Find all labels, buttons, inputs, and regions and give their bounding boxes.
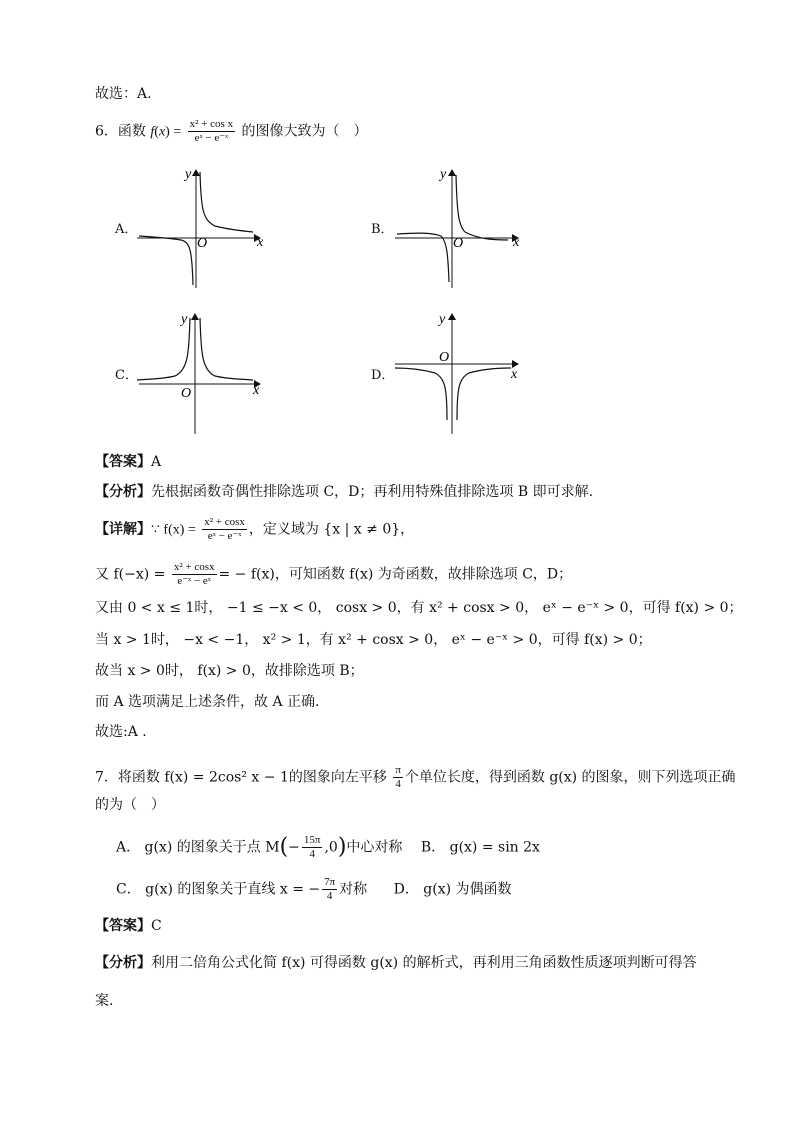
x-axis-label: x <box>257 235 264 250</box>
answer7 <box>95 916 162 936</box>
q6-graph-a <box>135 160 275 290</box>
q7-options-ab: A． g(x) 的图象关于点 M(− $\frac{15\pi}{4}$ ,0)中心对称 B． g(x) = sin 2x <box>116 834 540 860</box>
q7-option-d: D． g(x) 为偶函数 <box>393 881 512 898</box>
analysis7-line1 <box>95 953 697 973</box>
detail6-fraction1: $\frac{\text{x² + cosx}}{\text{eˣ − e⁻ˣ}}$ <box>204 516 245 542</box>
q6-option-b-label: B． <box>371 222 394 237</box>
q6-graph-b <box>393 160 533 290</box>
detail6-tag: 【详解】 <box>95 521 151 538</box>
curve-right <box>200 172 253 232</box>
q7-shift-fraction: $\frac{\pi}{4}$ <box>395 764 401 790</box>
q7-option-a: A． g(x) 的图象关于点 M <box>116 839 280 856</box>
q7-options-cd: C． g(x) 的图象关于直线 x = − $\frac{7\pi}{4}$ 对称 D． g(x) 为偶函数 <box>116 876 512 902</box>
x-axis-label: x <box>511 367 518 382</box>
curve-left <box>137 318 190 380</box>
curve-right <box>456 175 508 240</box>
y-axis-label: y <box>439 312 446 327</box>
curve-left <box>397 233 449 282</box>
analysis6-tag: 【分析】 <box>95 484 151 500</box>
analysis7-line2: 案. <box>95 993 114 1009</box>
origin-label: O <box>181 386 192 401</box>
origin-label: O <box>197 236 208 251</box>
curve-right <box>200 318 253 380</box>
q7-option-a-fraction: $\frac{15\pi}{4}$ <box>303 834 321 860</box>
x-axis-label: x <box>253 383 260 398</box>
q6-number: 6． <box>95 123 118 140</box>
origin-label: O <box>439 350 450 365</box>
q7-option-b: B． g(x) = sin 2x <box>420 839 540 856</box>
q6-stem-prefix: 函数 <box>117 123 146 140</box>
q7-stem-line2: 的为（ ） <box>95 797 165 813</box>
origin-label: O <box>453 236 464 251</box>
q6-option-c-label: C． <box>115 368 138 383</box>
x-axis-label: x <box>513 235 520 250</box>
q6-option-d-label: D． <box>371 368 395 383</box>
q7-stem-line1: 7．将函数 f(x) = 2cos² x − 1的图象向左平移 $\frac{\pi}{4}$ 个单位长度，得到函数 g(x) 的图象，则下列选项正确 <box>95 764 736 790</box>
answer6-value: A <box>151 454 162 470</box>
q6-function-fraction <box>188 118 235 145</box>
q6-stem: 6．函数 f(x) = $\frac{\text{x² + cos x}}{\text{eˣ − e⁻ˣ}}$ 的图像大致为（ ） <box>95 118 368 144</box>
answer7-tag: 【答案】 <box>95 918 151 934</box>
q6-func-denominator: eˣ − e⁻ˣ <box>194 132 229 144</box>
q6-stem-suffix: 的图像大致为（ ） <box>241 123 368 140</box>
detail6-line2: 又 f(−x) = $\frac{\text{x² + cosx}}{\text{e⁻ˣ − eˣ}}$ = − f(x)，可知函数 f(x) 为奇函数，故排除选项 C，D； <box>95 561 573 587</box>
q6-graph-c <box>135 308 275 438</box>
detail6-line3: 又由 0 < x ≤ 1时， −1 ≤ −x < 0， cosx > 0，有 x² + cosx > 0， eˣ − e⁻ˣ > 0，可得 f(x) > 0； <box>95 600 743 616</box>
curve-left <box>139 236 193 285</box>
detail6-line7: 故选:A . <box>95 724 147 740</box>
analysis7-text: 利用二倍角公式化简 f(x) 可得函数 g(x) 的解析式，再利用三角函数性质逐项判断可得答 <box>151 955 697 971</box>
curve-right <box>457 368 511 420</box>
q6-option-a-label: A． <box>115 222 138 237</box>
detail6-line1: 【详解】∵ f(x) = $\frac{\text{x² + cosx}}{\text{eˣ − e⁻ˣ}}$ ，定义域为 {x | x ≠ 0}， <box>95 516 415 542</box>
answer7-value: C <box>151 918 162 934</box>
y-axis-label: y <box>185 167 192 182</box>
q6-graph-d <box>393 308 533 438</box>
y-axis-label: y <box>181 312 188 327</box>
analysis6 <box>95 482 593 502</box>
answer6-tag: 【答案】 <box>95 454 151 470</box>
q7-option-c-fraction: $\frac{7\pi}{4}$ <box>324 876 336 902</box>
detail6-line6: 而 A 选项满足上述条件，故 A 正确. <box>95 694 320 710</box>
detail6-line4: 当 x > 1时， −x < −1， x² > 1，有 x² + cosx > 0， eˣ − e⁻ˣ > 0，可得 f(x) > 0； <box>95 632 652 648</box>
detail6-fraction2: $\frac{\text{x² + cosx}}{\text{e⁻ˣ − eˣ}}$ <box>173 561 215 587</box>
detail6-line5: 故当 x > 0时， f(x) > 0，故排除选项 B； <box>95 663 364 679</box>
analysis6-text: 先根据函数奇偶性排除选项 C，D；再利用特殊值排除选项 B 即可求解. <box>151 484 594 500</box>
q6-func-numerator: x² + cos x <box>189 118 234 130</box>
analysis7-tag: 【分析】 <box>95 955 151 971</box>
y-axis-label: y <box>440 167 447 182</box>
prev-conclusion: 故选：A. <box>95 86 152 102</box>
answer6 <box>95 452 161 472</box>
q7-option-c: C． g(x) 的图象关于直线 x = − <box>116 881 321 898</box>
curve-left <box>395 368 447 420</box>
